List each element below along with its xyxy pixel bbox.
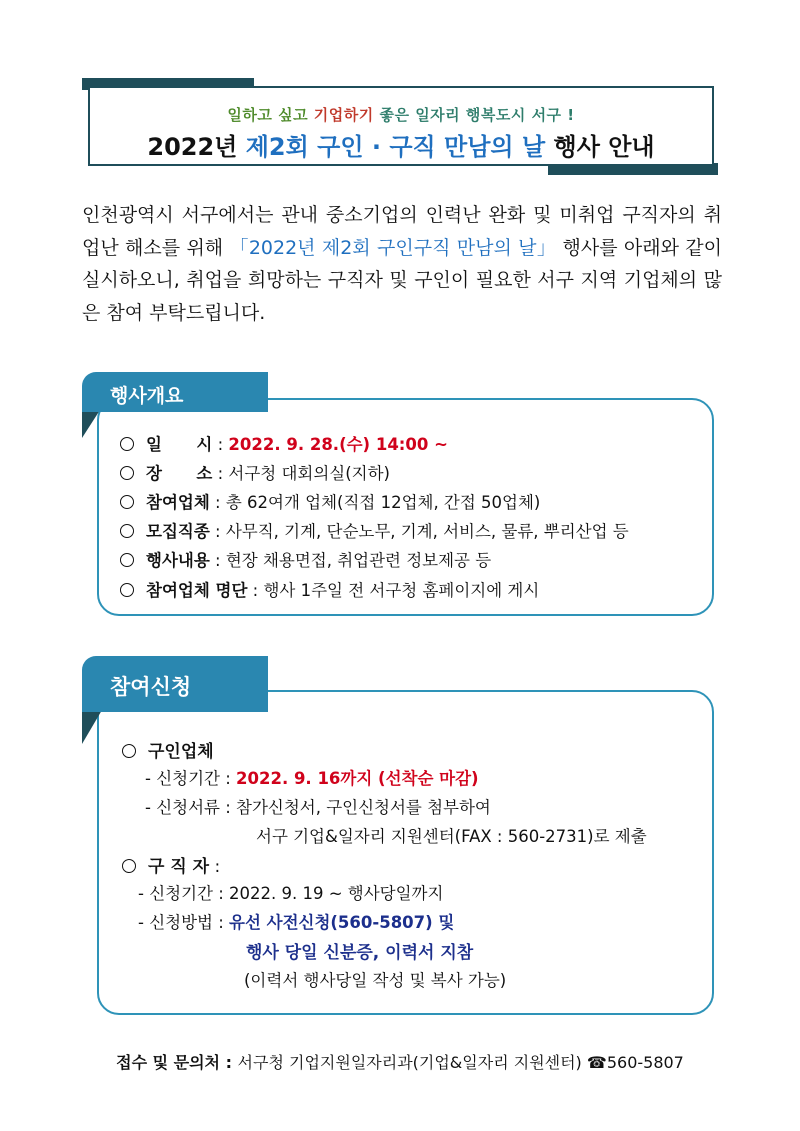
employer-docs-line2	[256, 823, 647, 847]
overview-item-company-list	[120, 577, 539, 601]
bullet-icon	[120, 583, 134, 597]
employer-period-value: 2022. 9. 16까지 (선착순 마감)	[236, 769, 479, 788]
bullet-icon	[120, 437, 134, 451]
intro-text-after: 행사를 아래와 같이 실시하오니, 취업을 희망하는 구직자 및 구인이 필요한 서구 지역 기업체의 많은 참여 부탁드립니다.	[82, 236, 723, 324]
item-value: 현장 채용면접, 취업관련 정보제공 등	[225, 551, 492, 570]
item-sep: :	[212, 464, 229, 483]
item-value: 2022. 9. 28.(수) 14:00 ~	[228, 435, 448, 454]
application-tab	[82, 656, 268, 712]
seeker-sep: :	[209, 857, 221, 877]
employer-docs	[145, 794, 491, 818]
footer-label: 접수 및 문의처 :	[116, 1053, 238, 1072]
slogan-part-2: 기업하기	[313, 106, 374, 124]
overview-tab-label: 행사개요	[110, 385, 184, 407]
telephone-icon: ☎	[586, 1053, 607, 1072]
slogan-part-3: 좋은 일자리 행복도시 서구 !	[373, 106, 575, 124]
item-sep: :	[212, 435, 229, 454]
bullet-icon	[122, 744, 136, 758]
footer-text: 서구청 기업지원일자리과(기업&일자리 지원센터)	[237, 1053, 587, 1072]
intro-highlight: 「2022년 제2회 구인구직 만남의 날」	[229, 236, 557, 259]
item-value: 총 62여개 업체(직접 12업체, 간접 50업체)	[225, 493, 541, 512]
seeker-heading	[122, 852, 220, 877]
title-part-2: 제2회 구인 · 구직 만남의 날	[245, 133, 546, 161]
title-banner	[88, 86, 714, 166]
footer-phone: 560-5807	[606, 1053, 684, 1072]
item-value: 사무직, 기계, 단순노무, 기계, 서비스, 물류, 뿌리산업 등	[225, 522, 629, 541]
item-label: 행사내용	[146, 551, 210, 570]
intro-paragraph	[82, 199, 722, 329]
seeker-method-value-2: 행사 당일 신분증, 이력서 지참	[246, 943, 474, 963]
item-label: 장 소	[146, 464, 213, 483]
title-part-3: 행사 안내	[545, 133, 655, 161]
item-sep: :	[209, 551, 226, 570]
overview-item-place	[120, 460, 390, 484]
overview-item-content	[120, 547, 491, 571]
title-part-1: 2022년	[147, 133, 246, 161]
seeker-period-label: - 신청기간 :	[138, 884, 230, 903]
application-tab-accent	[82, 710, 102, 744]
slogan-part-1: 일하고 싶고	[227, 106, 314, 124]
overview-item-date	[120, 431, 448, 455]
bullet-icon	[122, 859, 136, 873]
bullet-icon	[120, 466, 134, 480]
seeker-method	[138, 909, 454, 933]
employer-period-label: - 신청기간 :	[145, 769, 237, 788]
item-label: 참여업체	[146, 493, 210, 512]
overview-tab	[82, 372, 268, 412]
overview-tab-accent	[82, 410, 100, 438]
item-sep: :	[209, 522, 226, 541]
seeker-period-value: 2022. 9. 19 ~ 행사당일까지	[229, 884, 444, 903]
page-title	[90, 127, 712, 162]
item-label: 모집직종	[146, 522, 210, 541]
contact-footer	[0, 1050, 800, 1073]
seeker-method-line3	[244, 967, 506, 991]
overview-item-jobs	[120, 518, 629, 542]
seeker-method-value-1: 유선 사전신청(560-5807) 및	[229, 913, 455, 932]
employer-docs-value-1: 참가신청서, 구인신청서를 첨부하여	[236, 798, 491, 817]
employer-heading	[122, 737, 214, 762]
employer-label: 구인업체	[148, 742, 214, 762]
application-tab-label: 참여신청	[110, 675, 192, 699]
seeker-method-line2	[246, 938, 473, 963]
item-sep: :	[209, 493, 226, 512]
overview-item-companies	[120, 489, 540, 513]
item-value: 서구청 대회의실(지하)	[228, 464, 390, 483]
employer-period	[145, 765, 479, 789]
employer-docs-label: - 신청서류 :	[145, 798, 237, 817]
item-sep: :	[247, 581, 264, 600]
bullet-icon	[120, 553, 134, 567]
seeker-label: 구 직 자	[148, 857, 210, 877]
item-label: 일 시	[146, 435, 213, 454]
seeker-method-value-3: (이력서 행사당일 작성 및 복사 가능)	[244, 971, 507, 990]
employer-docs-value-2: 서구 기업&일자리 지원센터(FAX : 560-2731)로 제출	[256, 827, 647, 846]
seeker-method-label: - 신청방법 :	[138, 913, 230, 932]
intro-text-before: 인천광역시 서구에서는 관내 중소기업의 인력난 완화 및 미취업 구직자의 취업난 해소를 위해	[82, 204, 722, 259]
seeker-period	[138, 880, 443, 904]
item-value: 행사 1주일 전 서구청 홈페이지에 게시	[263, 581, 540, 600]
slogan	[90, 104, 712, 125]
bullet-icon	[120, 495, 134, 509]
item-label: 참여업체 명단	[146, 581, 248, 600]
bullet-icon	[120, 524, 134, 538]
